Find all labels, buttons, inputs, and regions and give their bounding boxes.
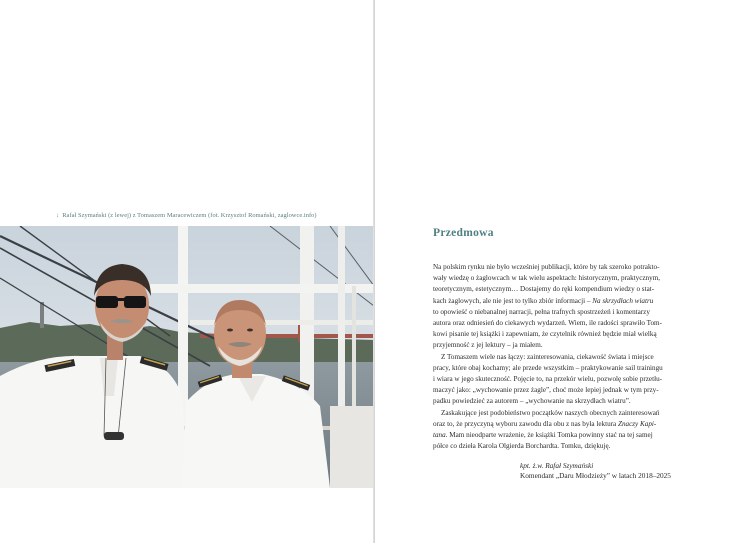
body-line: kach żaglowych, ale nie jest to tylko zbiór informacji – Na skrzydłach wiatru [433, 296, 654, 305]
preface-body [433, 262, 693, 452]
body-line: padku powiedzieć za autorem – „wychowanie na skrzydłach wiatru”. [433, 397, 631, 406]
body-line: tana. Mam nieodparte wrażenie, że książki Tomka powinny stać na tej samej [433, 431, 653, 440]
left-page [0, 0, 374, 543]
body-line: autora oraz odniesień do ciekawych wydarzeń. Wiem, ile radości sprawiło Tom- [433, 319, 662, 328]
photo-caption [56, 212, 368, 219]
arrow-down-icon: ↓ [56, 212, 60, 219]
body-line: wały wiedzę o żaglowcach w tak wielu aspektach: historycznym, praktycznym, [433, 274, 661, 283]
signature-role: Komendant „Daru Młodzieży” w latach 2018–2025 [520, 471, 671, 480]
body-line: oraz to, że przyczyną wyboru zawodu dla obu z nas była lektura Znaczy Kapi- [433, 419, 657, 428]
body-line: teoretycznym, estetycznym… Dostajemy do ręki kompendium wiedzy o stat- [433, 285, 655, 294]
section-heading: Przedmowa [433, 227, 494, 239]
body-line: i wiara w jego skuteczność. Pojęcie to, na przekór wielu, pozwolę sobie przetłu- [433, 375, 663, 384]
body-line: maczyć jako: „wychowanie przez żagle”, choć może lepiej jednak w tym przy- [433, 386, 659, 395]
photo-caption-text: Rafał Szymański (z lewej) z Tomaszem Maracewiczem (fot. Krzysztof Romański, zaglowce.info) [62, 212, 317, 219]
body-line: pracy, które obaj kochamy; ale przede wszystkim – praktykowanie sail trainingu [433, 363, 663, 372]
body-line: półce co dzieła Karola Olgierda Borchardta. Tomku, dziękuję. [433, 442, 611, 451]
body-line: Na polskim rynku nie było wcześniej publikacji, które by tak szeroko potrakto- [433, 263, 660, 271]
photo-two-officers [0, 226, 374, 488]
body-line: Z Tomaszem wiele nas łączy: zainteresowania, ciekawość świata i miejsce [441, 352, 654, 361]
body-line: Zaskakujące jest podobieństwo początków naszych obecnych zainteresowań [441, 408, 660, 417]
book-title-italic: Na skrzydłach wiatru [592, 296, 654, 305]
signature-name: kpt. ż.w. Rafał Szymański [520, 461, 594, 470]
body-line: kowi pisanie tej książki i zapewniam, że czytelnik również będzie miał wielką [433, 330, 657, 339]
book-title-italic: Znaczy Kapi- [618, 419, 657, 428]
body-line: przyjemność z jej lektury – ja miałem. [433, 341, 543, 350]
book-title-italic: tana [433, 431, 446, 440]
body-line: to opowieść o niebanalnej narracji, pełna trafnych spostrzeżeń i komentarzy [433, 307, 650, 316]
